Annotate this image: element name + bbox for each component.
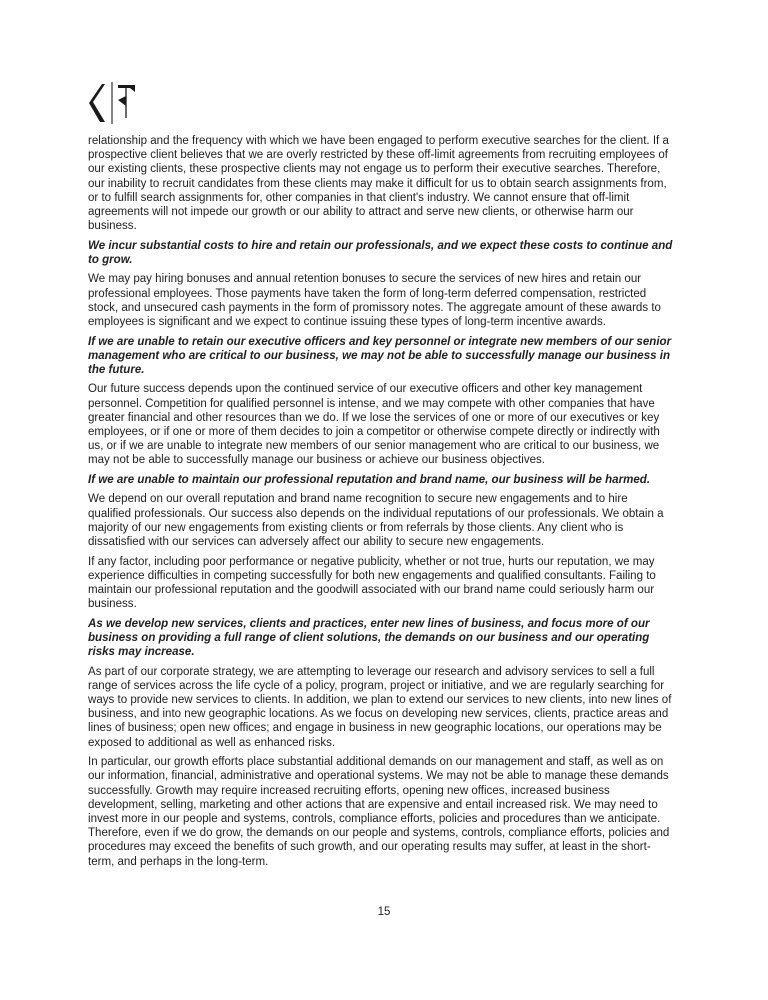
company-logo-icon xyxy=(88,82,136,124)
text-line: to grow. xyxy=(88,253,133,266)
text-line: employees is significant and we expect to continue issuing these types of long-term incentive awards. xyxy=(88,316,606,329)
text-line: We may pay hiring bonuses and annual retention bonuses to secure the services of new hires and retain our xyxy=(88,273,642,286)
text-line: maintain our professional reputation and the goodwill associated with our brand name could seriously harm our xyxy=(88,583,655,596)
text-line: business. xyxy=(88,220,137,233)
text-line: or to fulfill search assignments for, other companies in that client's industry. We cannot ensure that off-limit xyxy=(88,191,630,204)
body-paragraph xyxy=(88,492,688,549)
text-line: term, and perhaps in the long-term. xyxy=(88,855,269,868)
text-line: prospective client believes that we are overly restricted by these off-limit agreements from recruiting employees of xyxy=(88,149,668,162)
text-line: agreements will not impede our growth or our ability to attract and serve new clients, or otherwise harm our xyxy=(88,206,634,219)
text-line: successfully. Growth may require increased recruiting efforts, opening new offices, increased business xyxy=(88,784,610,797)
text-line: lines of business; open new offices; and engage in business in new geographic locations, our operations may be xyxy=(88,722,662,735)
body-paragraph xyxy=(88,555,688,612)
text-line: our existing clients, these prospective clients may not engage us to perform their executive searches. Therefore, xyxy=(88,163,661,176)
text-line: risks may increase. xyxy=(88,646,195,659)
text-line: procedures may exceed the benefits of such growth, and our operating results may suffer, at least in the short- xyxy=(88,841,651,854)
section-heading xyxy=(88,473,688,487)
text-line: invest more in our people and systems, controls, compliance efforts, policies and procedures than we anticipate. xyxy=(88,812,661,825)
body-paragraph xyxy=(88,272,688,329)
text-line: We depend on our overall reputation and brand name recognition to secure new engagements and to hire xyxy=(88,493,628,506)
text-line: As part of our corporate strategy, we are attempting to leverage our research and advisory services to sell a full xyxy=(88,665,655,678)
text-line: may not be able to successfully manage our business or achieve our business objectives. xyxy=(88,454,545,467)
text-line: business, and into new geographic locations. As we focus on developing new services, clients, practice areas and xyxy=(88,708,669,721)
text-line: majority of our new engagements from existing clients or from referrals by those clients. Any client who is xyxy=(88,521,624,534)
text-line: If we are unable to retain our executive officers and key personnel or integrate new members of our senior xyxy=(88,335,672,348)
text-line: dissatisfied with our services can adversely affect our ability to secure new engagements. xyxy=(88,536,545,549)
body-paragraph xyxy=(88,665,688,750)
body-paragraph xyxy=(88,134,688,233)
text-line: our inability to recruit candidates from these clients may make it difficult for us to obtain search assignments from, xyxy=(88,177,667,190)
body-paragraph xyxy=(88,755,688,869)
text-line: If any factor, including poor performance or negative publicity, whether or not true, hurts our reputation, we may xyxy=(88,555,655,568)
text-line: relationship and the frequency with which we have been engaged to perform executive searches for the client. If a xyxy=(88,135,669,147)
text-line: business. xyxy=(88,598,137,611)
text-line: Our future success depends upon the continued service of our executive officers and other key management xyxy=(88,383,643,396)
text-line: stock, and unsecured cash payments in the form of promissory notes. The aggregate amount of these awards to xyxy=(88,301,661,314)
text-line: exposed to additional as well as enhanced risks. xyxy=(88,736,336,749)
page-number: 15 xyxy=(377,906,391,918)
text-line: As we develop new services, clients and practices, enter new lines of business, and focus more of our xyxy=(88,617,650,630)
document-body xyxy=(88,134,688,874)
text-line: personnel. Competition for qualified personnel is intense, and we may compete with other companies that have xyxy=(88,397,655,410)
text-line: business on providing a full range of client solutions, the demands on our business and our operating xyxy=(88,631,650,644)
text-line: Therefore, even if we do grow, the demands on our people and systems, controls, compliance efforts, policies and xyxy=(88,827,670,840)
section-heading xyxy=(88,239,688,267)
section-heading xyxy=(88,335,688,378)
text-line: In particular, our growth efforts place substantial additional demands on our management and staff, as well as on xyxy=(88,756,664,769)
section-heading xyxy=(88,617,688,660)
text-line: If we are unable to maintain our professional reputation and brand name, our business will be harmed. xyxy=(88,473,651,486)
text-line: development, selling, marketing and other actions that are expensive and entail increased risk. We may need to xyxy=(88,798,658,811)
text-line: ways to provide new services to clients. In addition, we plan to extend our services to new clients, into new lines of xyxy=(88,693,672,706)
body-paragraph xyxy=(88,382,688,467)
text-line: qualified professionals. Our success also depends on the individual reputations of our professionals. We obtain a xyxy=(88,507,664,520)
text-line: We incur substantial costs to hire and retain our professionals, and we expect these costs to continue and xyxy=(88,239,673,252)
text-line: greater financial and other resources than we do. If we lose the services of one or more of our executives or key xyxy=(88,411,660,424)
text-line: management who are critical to our business, we may not be able to successfully manage our business in xyxy=(88,349,671,362)
text-line: employees, or if one or more of them decides to join a competitor or otherwise compete directly or indirectly with xyxy=(88,426,660,439)
text-line: range of services across the life cycle of a policy, program, project or initiative, and we are regularly searching for xyxy=(88,679,665,692)
text-line: the future. xyxy=(88,363,145,376)
text-line: experience difficulties in competing successfully for both new engagements and qualified consultants. Failing to xyxy=(88,569,656,582)
text-line: us, or if we are unable to integrate new members of our senior management who are critical to our business, we xyxy=(88,440,660,453)
text-line: professional employees. Those payments have taken the form of long-term deferred compensation, restricted xyxy=(88,287,647,300)
text-line: our information, financial, administrative and operational systems. We may not be able to manage these demands xyxy=(88,770,669,783)
